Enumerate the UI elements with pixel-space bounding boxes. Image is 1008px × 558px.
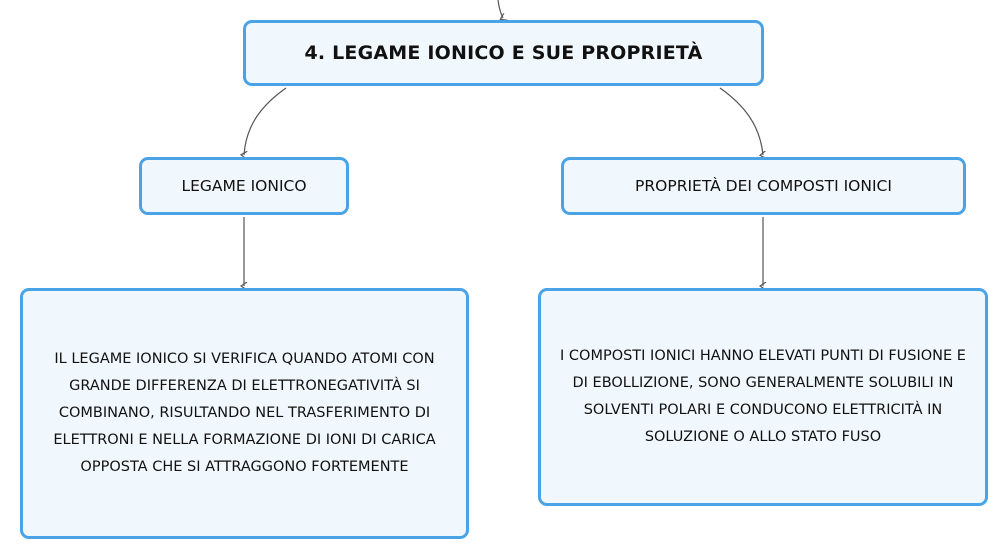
- branch-node-proprieta[interactable]: [561, 157, 966, 215]
- detail-node-text: I COMPOSTI IONICI HANNO ELEVATI PUNTI DI FUSIONE E DI EBOLLIZIONE, SONO GENERALMENTE SOLUBILI IN SOLVENTI POLARI E CONDUCONO ELETTRICITÀ IN SOLUZIONE O ALLO STATO FUSO: [560, 348, 966, 445]
- connector-root-to-legame-ionico: [244, 88, 286, 155]
- connector-incoming-to-root: [498, 0, 503, 18]
- branch-node-legame-ionico[interactable]: [139, 157, 349, 215]
- root-node-label: 4. LEGAME IONICO E SUE PROPRIETÀ: [304, 42, 703, 64]
- root-node[interactable]: [243, 20, 764, 86]
- detail-node-proprieta[interactable]: [538, 288, 988, 506]
- detail-node-legame-ionico[interactable]: [20, 288, 469, 539]
- detail-node-text: IL LEGAME IONICO SI VERIFICA QUANDO ATOMI CON GRANDE DIFFERENZA DI ELETTRONEGATIVITÀ SI COMBINANO, RISULTANDO NEL TRASFERIMENTO DI ELETTRONI E NELLA FORMAZIONE DI IONI DI CARICA OPPOSTA CHE SI ATTRAGGONO FORTEMENTE: [53, 351, 436, 475]
- branch-node-label: PROPRIETÀ DEI COMPOSTI IONICI: [635, 177, 892, 195]
- branch-node-label: LEGAME IONICO: [181, 177, 307, 195]
- connector-root-to-proprieta: [720, 88, 763, 155]
